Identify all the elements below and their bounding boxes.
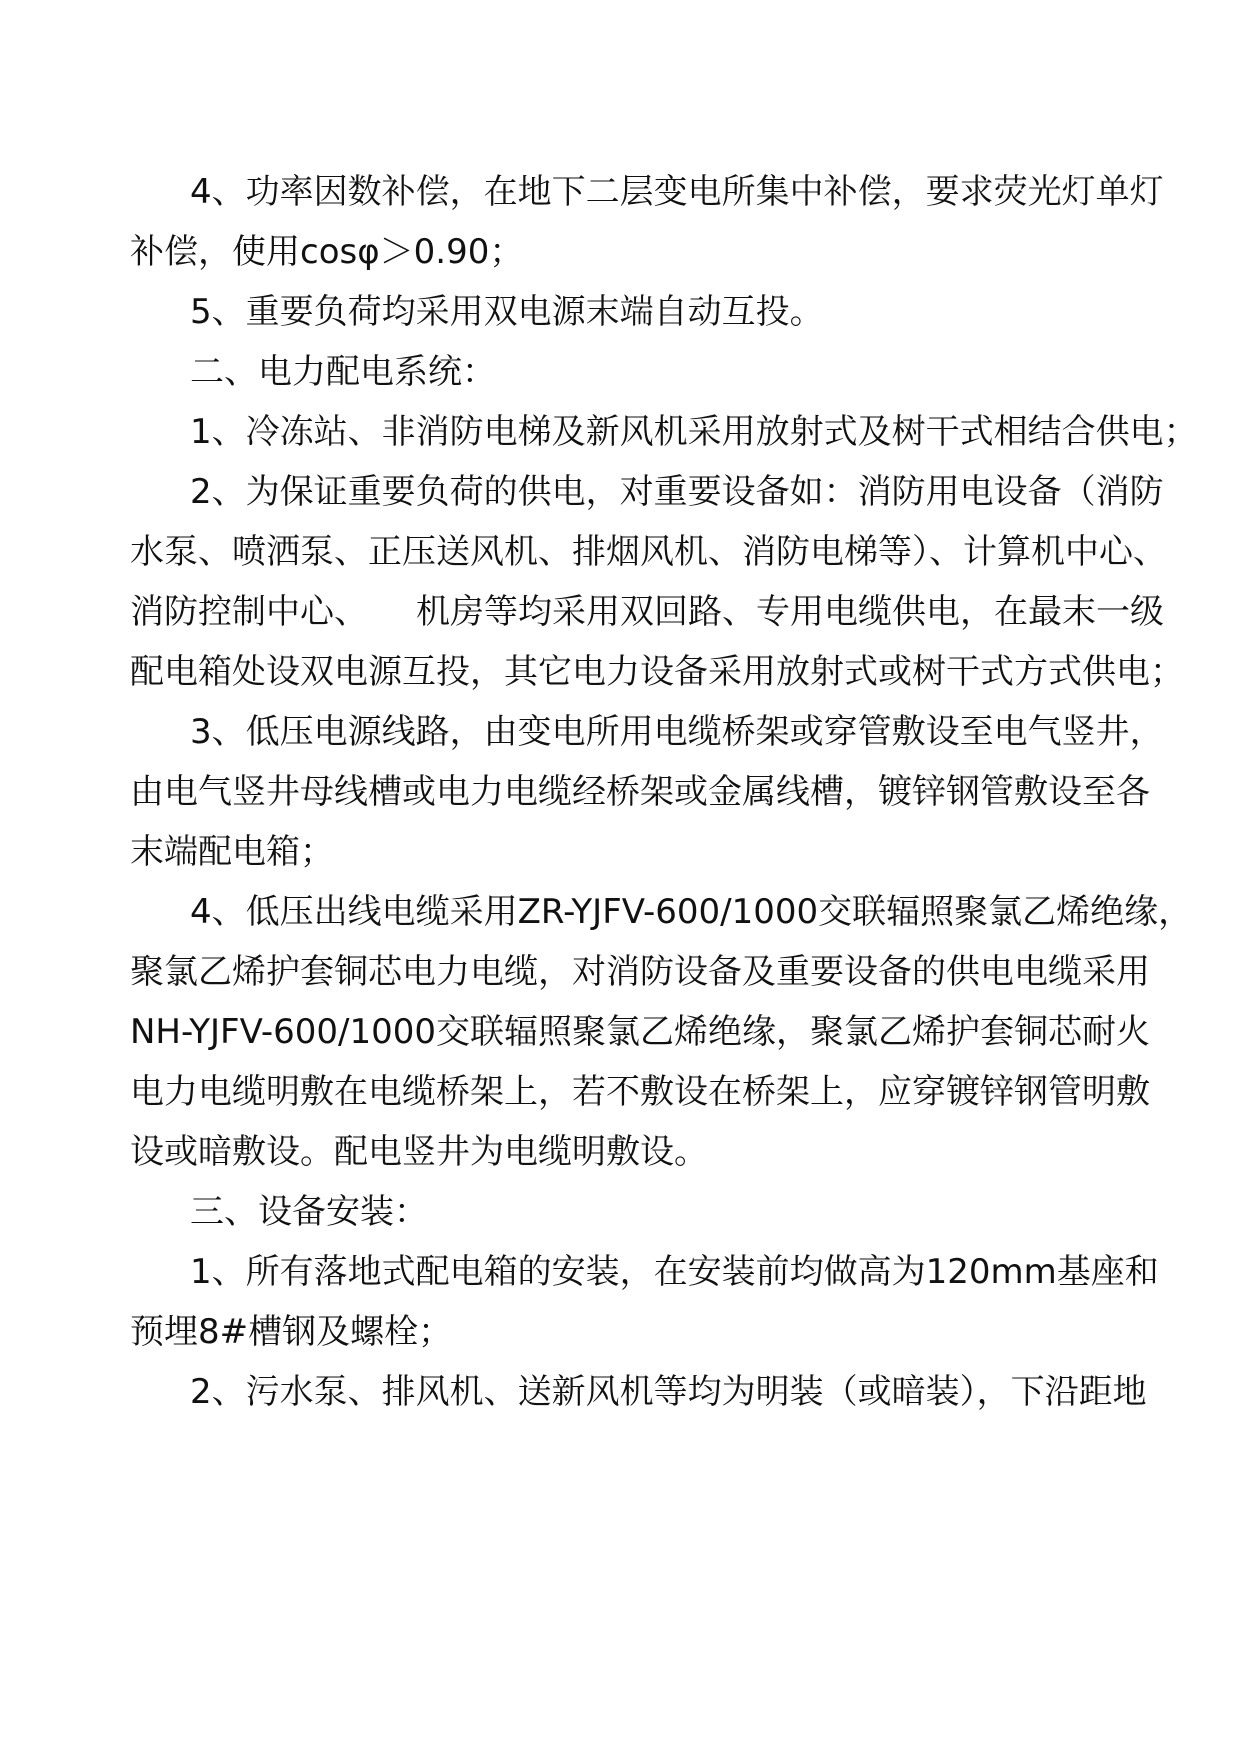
section-heading: 三、设备安装：: [190, 1192, 428, 1232]
paragraph-line: 末端配电箱；: [130, 832, 334, 872]
paragraph-line: 3、低压电源线路，由变电所用电缆桥架或穿管敷设至电气竖井，: [190, 712, 1164, 752]
paragraph-line: [130, 592, 1164, 632]
paragraph-line: 1、所有落地式配电箱的安装，在安装前均做高为120mm基座和: [190, 1252, 1159, 1292]
paragraph-line: 4、低压出线电缆采用ZR-YJFV-600/1000交联辐照聚氯乙烯绝缘，: [190, 892, 1193, 932]
paragraph-line: 电力电缆明敷在电缆桥架上，若不敷设在桥架上，应穿镀锌钢管明敷: [130, 1072, 1150, 1112]
paragraph-line: 4、功率因数补偿，在地下二层变电所集中补偿，要求荧光灯单灯: [190, 172, 1164, 212]
paragraph-line: 补偿，使用cosφ＞0.90；: [130, 232, 524, 272]
paragraph-line: 5、重要负荷均采用双电源末端自动互投。: [190, 292, 824, 332]
paragraph-line: 配电箱处设双电源互投，其它电力设备采用放射式或树干式方式供电；: [130, 652, 1184, 692]
paragraph-line-segment: 消防控制中心、: [130, 592, 368, 632]
paragraph-line: 1、冷冻站、非消防电梯及新风机采用放射式及树干式相结合供电；: [190, 412, 1198, 452]
paragraph-line-segment: 机房等均采用双回路、专用电缆供电，在最末一级: [416, 592, 1164, 632]
paragraph-line: 设或暗敷设。配电竖井为电缆明敷设。: [130, 1132, 708, 1172]
paragraph-line: 由电气竖井母线槽或电力电缆经桥架或金属线槽，镀锌钢管敷设至各: [130, 772, 1150, 812]
paragraph-line: NH-YJFV-600/1000交联辐照聚氯乙烯绝缘，聚氯乙烯护套铜芯耐火: [130, 1012, 1150, 1052]
paragraph-line: 2、为保证重要负荷的供电，对重要设备如：消防用电设备（消防: [190, 472, 1164, 512]
paragraph-line: 水泵、喷洒泵、正压送风机、排烟风机、消防电梯等）、计算机中心、: [130, 532, 1167, 572]
section-heading: 二、电力配电系统：: [190, 352, 496, 392]
paragraph-line: 预埋8#槽钢及螺栓；: [130, 1312, 453, 1352]
paragraph-line: 聚氯乙烯护套铜芯电力电缆，对消防设备及重要设备的供电电缆采用: [130, 952, 1150, 992]
paragraph-line: 2、污水泵、排风机、送新风机等均为明装（或暗装），下沿距地: [190, 1372, 1147, 1412]
